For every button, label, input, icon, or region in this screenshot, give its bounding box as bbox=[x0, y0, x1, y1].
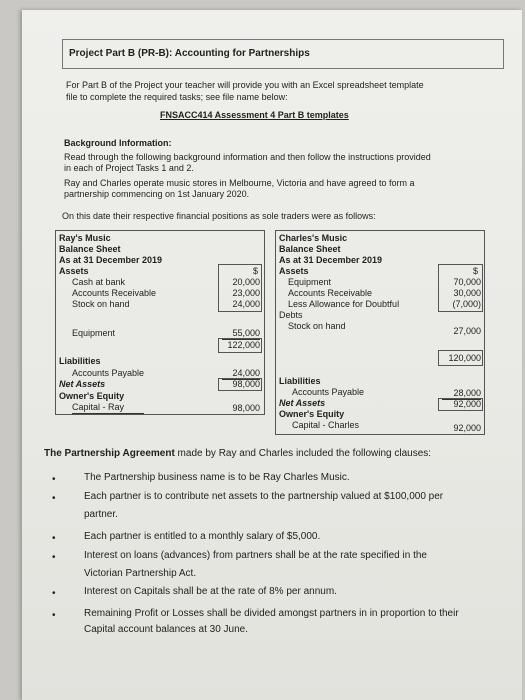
ray-equipment-value: 55,000 bbox=[222, 328, 260, 340]
ray-ap-label: Accounts Payable bbox=[72, 368, 145, 378]
charles-liabilities-label: Liabilities bbox=[279, 376, 321, 386]
charles-stock-value: 27,000 bbox=[453, 326, 481, 336]
charles-ap-label: Accounts Payable bbox=[292, 387, 365, 397]
clause-2: Each partner is to contribute net assets to the partnership valued at $100,000 per bbox=[84, 491, 444, 502]
charles-equipment-value: 70,000 bbox=[453, 277, 481, 287]
charles-equipment-label: Equipment bbox=[288, 277, 332, 287]
ray-stock-value: 24,000 bbox=[232, 299, 260, 309]
charles-ar-value: 30,000 bbox=[453, 288, 481, 298]
intro-text-line1: For Part B of the Project your teacher will provide you with an Excel spreadsheet template bbox=[66, 80, 424, 90]
background-text-line4: partnership commencing on 1st January 2020. bbox=[64, 189, 250, 199]
clause-4-cont: Victorian Partnership Act. bbox=[84, 568, 197, 579]
bullet-6: • bbox=[52, 610, 56, 621]
charles-assets-label: Assets bbox=[279, 266, 309, 276]
ray-ap-value: 24,000 bbox=[222, 368, 260, 380]
charles-total-assets: 120,000 bbox=[448, 353, 481, 363]
ray-stock-label: Stock on hand bbox=[72, 299, 130, 309]
charles-capital-label: Capital - Charles bbox=[292, 420, 360, 430]
background-text-line1: Read through the following background information and then follow the instructions provided bbox=[64, 152, 431, 162]
clause-4: Interest on loans (advances) from partners shall be at the rate specified in the bbox=[84, 550, 427, 561]
charles-allowance-label: Less Allowance for Doubtful bbox=[288, 299, 400, 309]
charles-stock-label: Stock on hand bbox=[288, 321, 346, 331]
clause-5: Interest on Capitals shall be at the rate of 8% per annum. bbox=[84, 586, 337, 597]
background-heading: Background Information: bbox=[64, 138, 172, 148]
bullet-5: • bbox=[52, 588, 56, 599]
charles-heading-sheet: Balance Sheet bbox=[279, 244, 341, 254]
clause-6: Remaining Profit or Losses shall be divided amongst partners in in proportion to their bbox=[84, 608, 459, 619]
agreement-bold-text: The Partnership Agreement bbox=[44, 448, 175, 459]
ray-cash-value: 20,000 bbox=[232, 277, 260, 287]
charles-heading-date: As at 31 December 2019 bbox=[279, 255, 383, 265]
document-page bbox=[22, 10, 522, 700]
positions-intro: On this date their respective financial positions as sole traders were as follows: bbox=[62, 211, 376, 221]
charles-ap-value: 28,000 bbox=[442, 388, 481, 400]
ray-ar-value: 23,000 bbox=[232, 288, 260, 298]
agreement-rest-text: made by Ray and Charles included the following clauses: bbox=[174, 448, 432, 459]
ray-heading-date: As at 31 December 2019 bbox=[59, 255, 163, 265]
ray-liabilities-label: Liabilities bbox=[59, 356, 101, 366]
intro-text-line2: file to complete the required tasks; see file name below: bbox=[66, 92, 288, 102]
ray-cash-label: Cash at bank bbox=[72, 277, 126, 287]
ray-net-assets-value: 98,000 bbox=[232, 379, 260, 389]
bullet-1: • bbox=[52, 474, 56, 485]
bullet-2: • bbox=[52, 493, 56, 504]
ray-heading-sheet: Balance Sheet bbox=[59, 244, 121, 254]
ray-total-assets: 122,000 bbox=[227, 340, 260, 350]
charles-capital-value: 92,000 bbox=[453, 423, 481, 433]
bullet-3: • bbox=[52, 533, 56, 544]
charles-owners-equity-label: Owner's Equity bbox=[279, 409, 345, 419]
background-text-line2: in each of Project Tasks 1 and 2. bbox=[64, 163, 194, 173]
charles-currency: $ bbox=[472, 266, 478, 276]
clause-2-cont: partner. bbox=[84, 509, 118, 520]
ray-capital-value: 98,000 bbox=[232, 403, 260, 413]
page-title: Project Part B (PR-B): Accounting for Partnerships bbox=[69, 48, 310, 59]
clause-1: The Partnership business name is to be Ray Charles Music. bbox=[84, 472, 350, 483]
ray-equipment-label: Equipment bbox=[72, 328, 116, 338]
charles-heading-name: Charles's Music bbox=[279, 233, 348, 243]
charles-allowance-value: (7,000) bbox=[452, 299, 481, 309]
clause-3: Each partner is entitled to a monthly salary of $5,000. bbox=[84, 531, 321, 542]
ray-owners-equity-label: Owner's Equity bbox=[59, 391, 125, 401]
charles-net-assets-label: Net Assets bbox=[279, 398, 326, 408]
ray-assets-label: Assets bbox=[59, 266, 89, 276]
title-box bbox=[62, 39, 504, 69]
agreement-intro bbox=[44, 448, 431, 460]
clause-6-cont: Capital account balances at 30 June. bbox=[84, 624, 248, 635]
charles-net-assets-value: 92,000 bbox=[453, 399, 481, 409]
charles-allowance-label-cont: Debts bbox=[279, 310, 303, 320]
charles-ar-label: Accounts Receivable bbox=[288, 288, 373, 298]
ray-currency: $ bbox=[252, 266, 258, 276]
bullet-4: • bbox=[52, 552, 56, 563]
ray-ar-label: Accounts Receivable bbox=[72, 288, 157, 298]
ray-heading-name: Ray's Music bbox=[59, 233, 111, 243]
background-text-line3: Ray and Charles operate music stores in Melbourne, Victoria and have agreed to form a bbox=[64, 178, 415, 188]
ray-net-assets-label: Net Assets bbox=[59, 379, 106, 389]
ray-capital-label: Capital - Ray bbox=[72, 402, 144, 414]
file-name: FNSACC414 Assessment 4 Part B templates bbox=[160, 110, 349, 120]
